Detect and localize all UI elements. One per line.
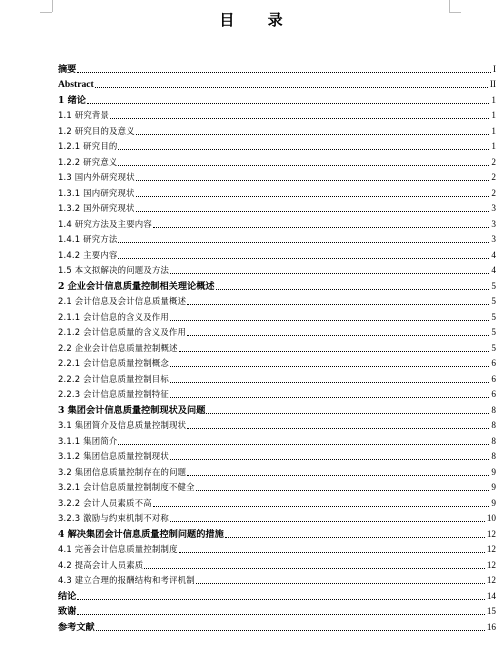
toc-entry-page-number: 8 [491,404,496,415]
toc-entry[interactable] [58,338,496,354]
toc-entry-page-number: 8 [491,420,496,430]
toc-entry-page-number: 9 [491,482,496,492]
toc-entry-page-number: 14 [486,590,496,601]
toc-entry-page-number: 1 [491,125,496,136]
toc-entry[interactable] [58,354,496,370]
toc-entry-page-number: 10 [486,513,496,523]
toc-entry-page-number: 12 [486,559,496,570]
toc-entry-label: 1.2.1 研究目的 [58,141,118,151]
dot-leader [118,258,489,259]
toc-entry-label: 4.1 完善会计信息质量控制制度 [58,544,178,554]
dot-leader [170,273,489,274]
toc-entry-page-number: 2 [491,156,496,167]
toc-entry[interactable] [58,199,496,215]
toc-entry-label: 1.2.2 研究意义 [58,156,118,167]
dot-leader [118,149,489,150]
toc-entry[interactable] [58,540,496,556]
toc-entry-page-number: 9 [491,497,496,508]
toc-entry[interactable] [58,121,496,137]
toc-entry-page-number: 6 [491,389,496,399]
toc-entry[interactable] [58,276,496,292]
toc-entry[interactable] [58,416,496,432]
dot-leader [170,320,489,321]
toc-entry[interactable] [58,214,496,230]
toc-entry-label: Abstract [58,79,94,90]
dot-leader [179,552,485,553]
dot-leader [170,521,485,522]
toc-entry[interactable] [58,75,496,91]
dot-leader [187,335,489,336]
toc-entry-page-number: 12 [486,575,496,585]
dot-leader [170,397,489,398]
toc-entry[interactable] [58,602,496,618]
toc-entry-label: 2.2.1 会计信息质量控制概念 [58,358,169,368]
toc-entry-label: 1.5 本文拟解决的问题及方法 [58,265,170,275]
toc-entry-page-number: II [489,79,496,89]
toc-entry-page-number: 6 [491,373,496,384]
toc-entry[interactable] [58,137,496,153]
dot-leader [170,382,489,383]
toc-entry-label: 1.3.1 国内研究现状 [58,187,135,198]
dot-leader [118,165,489,166]
dot-leader [136,211,490,212]
toc-entry[interactable] [58,617,496,633]
toc-entry-page-number: 8 [491,451,496,461]
dot-leader [110,118,489,119]
dot-leader [95,87,488,88]
dot-leader [77,72,491,73]
toc-entry[interactable] [58,524,496,540]
dot-leader [77,599,484,600]
toc-entry-label: 2.2.3 会计信息质量控制特征 [58,389,169,399]
dot-leader [216,289,490,290]
toc-entry-page-number: 6 [491,358,496,368]
toc-entry[interactable] [58,183,496,199]
toc-entry-page-number: 1 [491,141,496,151]
toc-entry-page-number: 15 [486,606,496,616]
toc-entry-label: 结论 [58,590,77,602]
toc-entry-page-number: 1 [491,94,496,105]
toc-entry-label: 2.1.1 会计信息的含义及作用 [58,311,169,322]
toc-entry-label: 1.1 研究背景 [58,110,110,120]
dot-leader [187,304,489,305]
toc-entry-page-number: 9 [491,466,496,477]
toc-entry[interactable] [58,106,496,122]
toc-entry-label: 2.1.2 会计信息质量的含义及作用 [58,327,187,337]
toc-entry[interactable] [58,400,496,416]
dot-leader [196,583,485,584]
dot-leader [136,134,490,135]
toc-entry-page-number: 12 [486,528,496,539]
dot-leader [196,490,490,491]
toc-entry[interactable] [58,245,496,261]
toc-entry-label: 1.4.2 主要内容 [58,249,118,260]
toc-entry-label: 2.2 企业会计信息质量控制概述 [58,342,178,353]
toc-entry-label: 1.4 研究方法及主要内容 [58,218,152,229]
toc-entry-label: 3.1.1 集团简介 [58,435,118,446]
dot-leader [118,444,489,445]
toc-entry-page-number: 4 [491,265,496,275]
toc-entry-page-number: 5 [491,311,496,322]
toc-entry[interactable] [58,230,496,246]
toc-entry[interactable] [58,462,496,478]
dot-leader [170,366,489,367]
toc-entry[interactable] [58,555,496,571]
dot-leader [144,568,484,569]
toc-entry[interactable] [58,431,496,447]
toc-entry-label: 4 解决集团会计信息质量控制问题的措施 [58,528,224,540]
toc-entry[interactable] [58,168,496,184]
toc-entry[interactable] [58,261,496,277]
toc-entry[interactable] [58,59,496,75]
toc-entry[interactable] [58,323,496,339]
toc-entry-label: 4.3 建立合理的报酬结构和考评机制 [58,575,195,585]
dot-leader [136,196,490,197]
toc-title: 目 录 [219,11,297,29]
toc-entry-page-number: 4 [491,249,496,260]
toc-entry-label: 3.2.3 激励与约束机制不对称 [58,513,169,523]
toc-entry-page-number: 3 [491,218,496,229]
toc-entry-page-number: 2 [491,172,496,182]
toc-entry[interactable] [58,447,496,463]
dot-leader [187,475,489,476]
toc-entry-label: 3 集团会计信息质量控制现状及问题 [58,404,206,416]
toc-entry[interactable] [58,90,496,106]
toc-entry-label: 3.2.1 会计信息质量控制制度不健全 [58,482,195,492]
dot-leader [96,630,485,631]
toc-entry-label: 1 绪论 [58,94,86,106]
dot-leader [77,614,484,615]
table-of-contents [58,59,496,633]
toc-entry-label: 2 企业会计信息质量控制相关理论概述 [58,280,215,292]
toc-entry[interactable] [58,307,496,323]
toc-entry-label: 参考文献 [58,621,95,633]
toc-entry-page-number: 3 [491,234,496,244]
toc-entry[interactable] [58,152,496,168]
toc-entry-page-number: 8 [491,435,496,446]
toc-entry-label: 1.3.2 国外研究现状 [58,203,135,213]
dot-leader [136,180,490,181]
toc-entry-page-number: 12 [486,544,496,554]
toc-entry-label: 摘要 [58,63,77,75]
toc-entry-page-number: I [492,63,496,74]
toc-entry[interactable] [58,292,496,308]
dot-leader [87,103,489,104]
toc-entry-label: 3.1.2 集团信息质量控制现状 [58,451,169,461]
toc-entry-page-number: 16 [486,621,496,632]
toc-entry-page-number: 5 [491,280,496,291]
dot-leader [170,459,489,460]
toc-entry-label: 3.2 集团信息质量控制存在的问题 [58,466,187,477]
toc-entry-page-number: 2 [491,187,496,198]
toc-entry-page-number: 5 [491,342,496,353]
toc-entry-page-number: 5 [491,296,496,306]
dot-leader [118,242,489,243]
toc-entry[interactable] [58,369,496,385]
toc-entry[interactable] [58,586,496,602]
toc-entry[interactable] [58,509,496,525]
toc-entry-page-number: 5 [491,327,496,337]
toc-entry-label: 1.3 国内外研究现状 [58,172,135,182]
toc-entry-label: 致谢 [58,606,77,617]
toc-entry-label: 2.1 会计信息及会计信息质量概述 [58,296,187,306]
toc-entry[interactable] [58,571,496,587]
toc-entry-label: 3.2.2 会计人员素质不高 [58,497,152,508]
toc-entry-page-number: 1 [491,110,496,120]
toc-entry-label: 1.4.1 研究方法 [58,234,118,244]
dot-leader [225,537,485,538]
dot-leader [179,351,490,352]
toc-entry-label: 3.1 集团简介及信息质量控制现状 [58,420,187,430]
toc-entry-label: 1.2 研究目的及意义 [58,125,135,136]
toc-entry-label: 4.2 提高会计人员素质 [58,559,144,570]
toc-entry[interactable] [58,385,496,401]
toc-entry[interactable] [58,478,496,494]
dot-leader [187,428,489,429]
toc-entry-page-number: 3 [491,203,496,213]
dot-leader [153,506,490,507]
toc-entry[interactable] [58,493,496,509]
dot-leader [153,227,489,228]
dot-leader [206,413,489,414]
toc-entry-label: 2.2.2 会计信息质量控制目标 [58,373,169,384]
